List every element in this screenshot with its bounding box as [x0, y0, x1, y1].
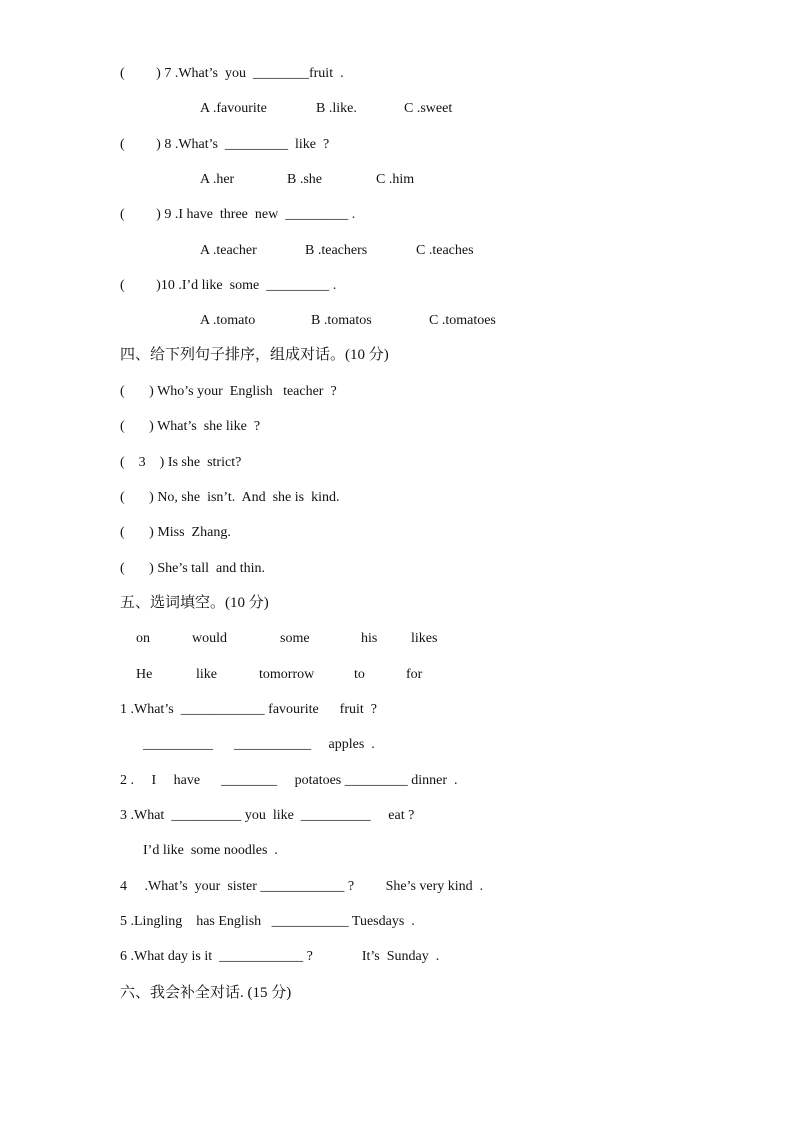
word-bank-to: to [354, 667, 365, 682]
q8-option-b: B .she [287, 172, 322, 187]
section-4-title: 四、给下列句子排序，组成对话。(10 分) [120, 347, 389, 363]
word-bank-his: his [361, 631, 378, 646]
sort-item-6: ( ) She’s tall and thin. [120, 561, 266, 576]
q9-option-c: C .teaches [416, 243, 474, 258]
word-bank-would: would [192, 631, 227, 646]
fill-question-4: 4 .What’s your sister ____________ ? She’s very kind . [120, 879, 484, 894]
sort-item-1: ( ) Who’s your English teacher ? [120, 384, 337, 399]
section-5-title: 五、选词填空。(10 分) [120, 595, 269, 611]
q10-option-b: B .tomatos [311, 313, 372, 328]
sort-item-4: ( ) No, she isn’t. And she is kind. [120, 490, 340, 505]
fill-question-6: 6 .What day is it ____________ ? It’s Sunday . [120, 949, 440, 964]
fill-question-2: 2 . I have ________ potatoes _________ dinner . [120, 773, 458, 788]
sort-item-2: ( ) What’s she like ? [120, 419, 261, 434]
q7-option-a: A .favourite [200, 101, 267, 116]
word-bank-likes: likes [411, 631, 438, 646]
q9-option-a: A .teacher [200, 243, 257, 258]
fill-question-5: 5 .Lingling has English ___________ Tuesdays . [120, 914, 415, 929]
word-bank-tomorrow: tomorrow [259, 667, 315, 682]
question-10: ( )10 .I’d like some _________ . [120, 278, 337, 293]
fill-question-3-answer: I’d like some noodles . [143, 843, 278, 858]
q10-option-a: A .tomato [200, 313, 256, 328]
q8-option-c: C .him [376, 172, 415, 187]
sort-item-3: ( 3 ) Is she strict? [120, 455, 242, 470]
question-7: ( ) 7 .What’s you ________fruit . [120, 66, 344, 81]
sort-item-5: ( ) Miss Zhang. [120, 525, 231, 540]
fill-question-1: 1 .What’s ____________ favourite fruit ? [120, 702, 378, 717]
word-bank-he: He [136, 667, 153, 682]
fill-question-3: 3 .What __________ you like __________ eat ? [120, 808, 415, 823]
word-bank-like: like [196, 667, 217, 682]
q7-option-c: C .sweet [404, 101, 453, 116]
question-9: ( ) 9 .I have three new _________ . [120, 207, 356, 222]
q9-option-b: B .teachers [305, 243, 368, 258]
q7-option-b: B .like. [316, 101, 357, 116]
fill-question-1-answer: __________ ___________ apples . [143, 737, 375, 752]
q10-option-c: C .tomatoes [429, 313, 496, 328]
word-bank-some: some [280, 631, 310, 646]
q8-option-a: A .her [200, 172, 235, 187]
word-bank-on: on [136, 631, 150, 646]
word-bank-for: for [406, 667, 423, 682]
question-8: ( ) 8 .What’s _________ like ? [120, 137, 330, 152]
section-6-title: 六、我会补全对话. (15 分) [120, 985, 292, 1001]
